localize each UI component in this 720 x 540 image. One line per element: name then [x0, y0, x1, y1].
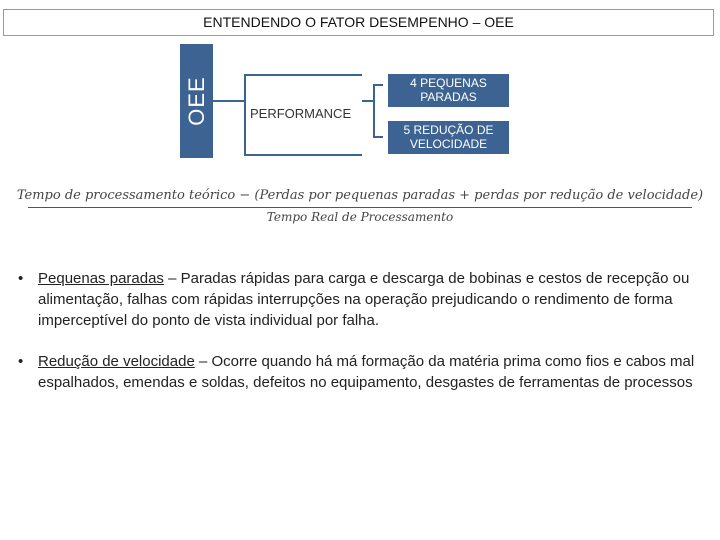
bullet-item-reducao-velocidade: [18, 351, 708, 393]
bullet-term: Pequenas paradas: [38, 270, 164, 287]
page-title: ENTENDENDO O FATOR DESEMPENHO – OEE: [3, 9, 714, 36]
bullet-term: Redução de velocidade: [38, 353, 195, 370]
bullet-text: – Paradas rápidas para carga e descarga de bobinas e cestos de recepção ou alimentação, falhas com rápidas interrupções na operação prejudicando o rendimento de forma imperceptível do ponto de vista individual por falha.: [38, 270, 690, 329]
formula-fraction-bar: [28, 207, 692, 208]
oee-node: [180, 44, 213, 158]
bullet-list: [18, 268, 708, 413]
formula-denominator: Tempo Real de Processamento: [266, 210, 454, 224]
bullet-dot-icon: •: [18, 270, 24, 287]
connector-oee-performance: [213, 100, 244, 102]
bullet-text: – Ocorre quando há má formação da matéria prima como fios e cabos mal espalhados, emendas e soldas, defeitos no equipamento, desgastes de ferramentas de processos: [38, 353, 695, 391]
performance-formula: [0, 188, 720, 224]
connector-performance-causes: [362, 100, 373, 102]
reducao-velocidade-node: 5 REDUÇÃO DE VELOCIDADE: [388, 121, 509, 154]
performance-node: PERFORMANCE: [250, 106, 352, 121]
bullet-item-pequenas-paradas: [18, 268, 708, 331]
formula-numerator: Tempo de processamento teórico − (Perdas por pequenas paradas + perdas por redução de velocidade): [16, 188, 704, 203]
bullet-dot-icon: •: [18, 353, 24, 370]
pequenas-paradas-node: 4 PEQUENAS PARADAS: [388, 74, 509, 107]
causes-bracket: [373, 84, 383, 138]
oee-label: OEE: [183, 76, 209, 126]
